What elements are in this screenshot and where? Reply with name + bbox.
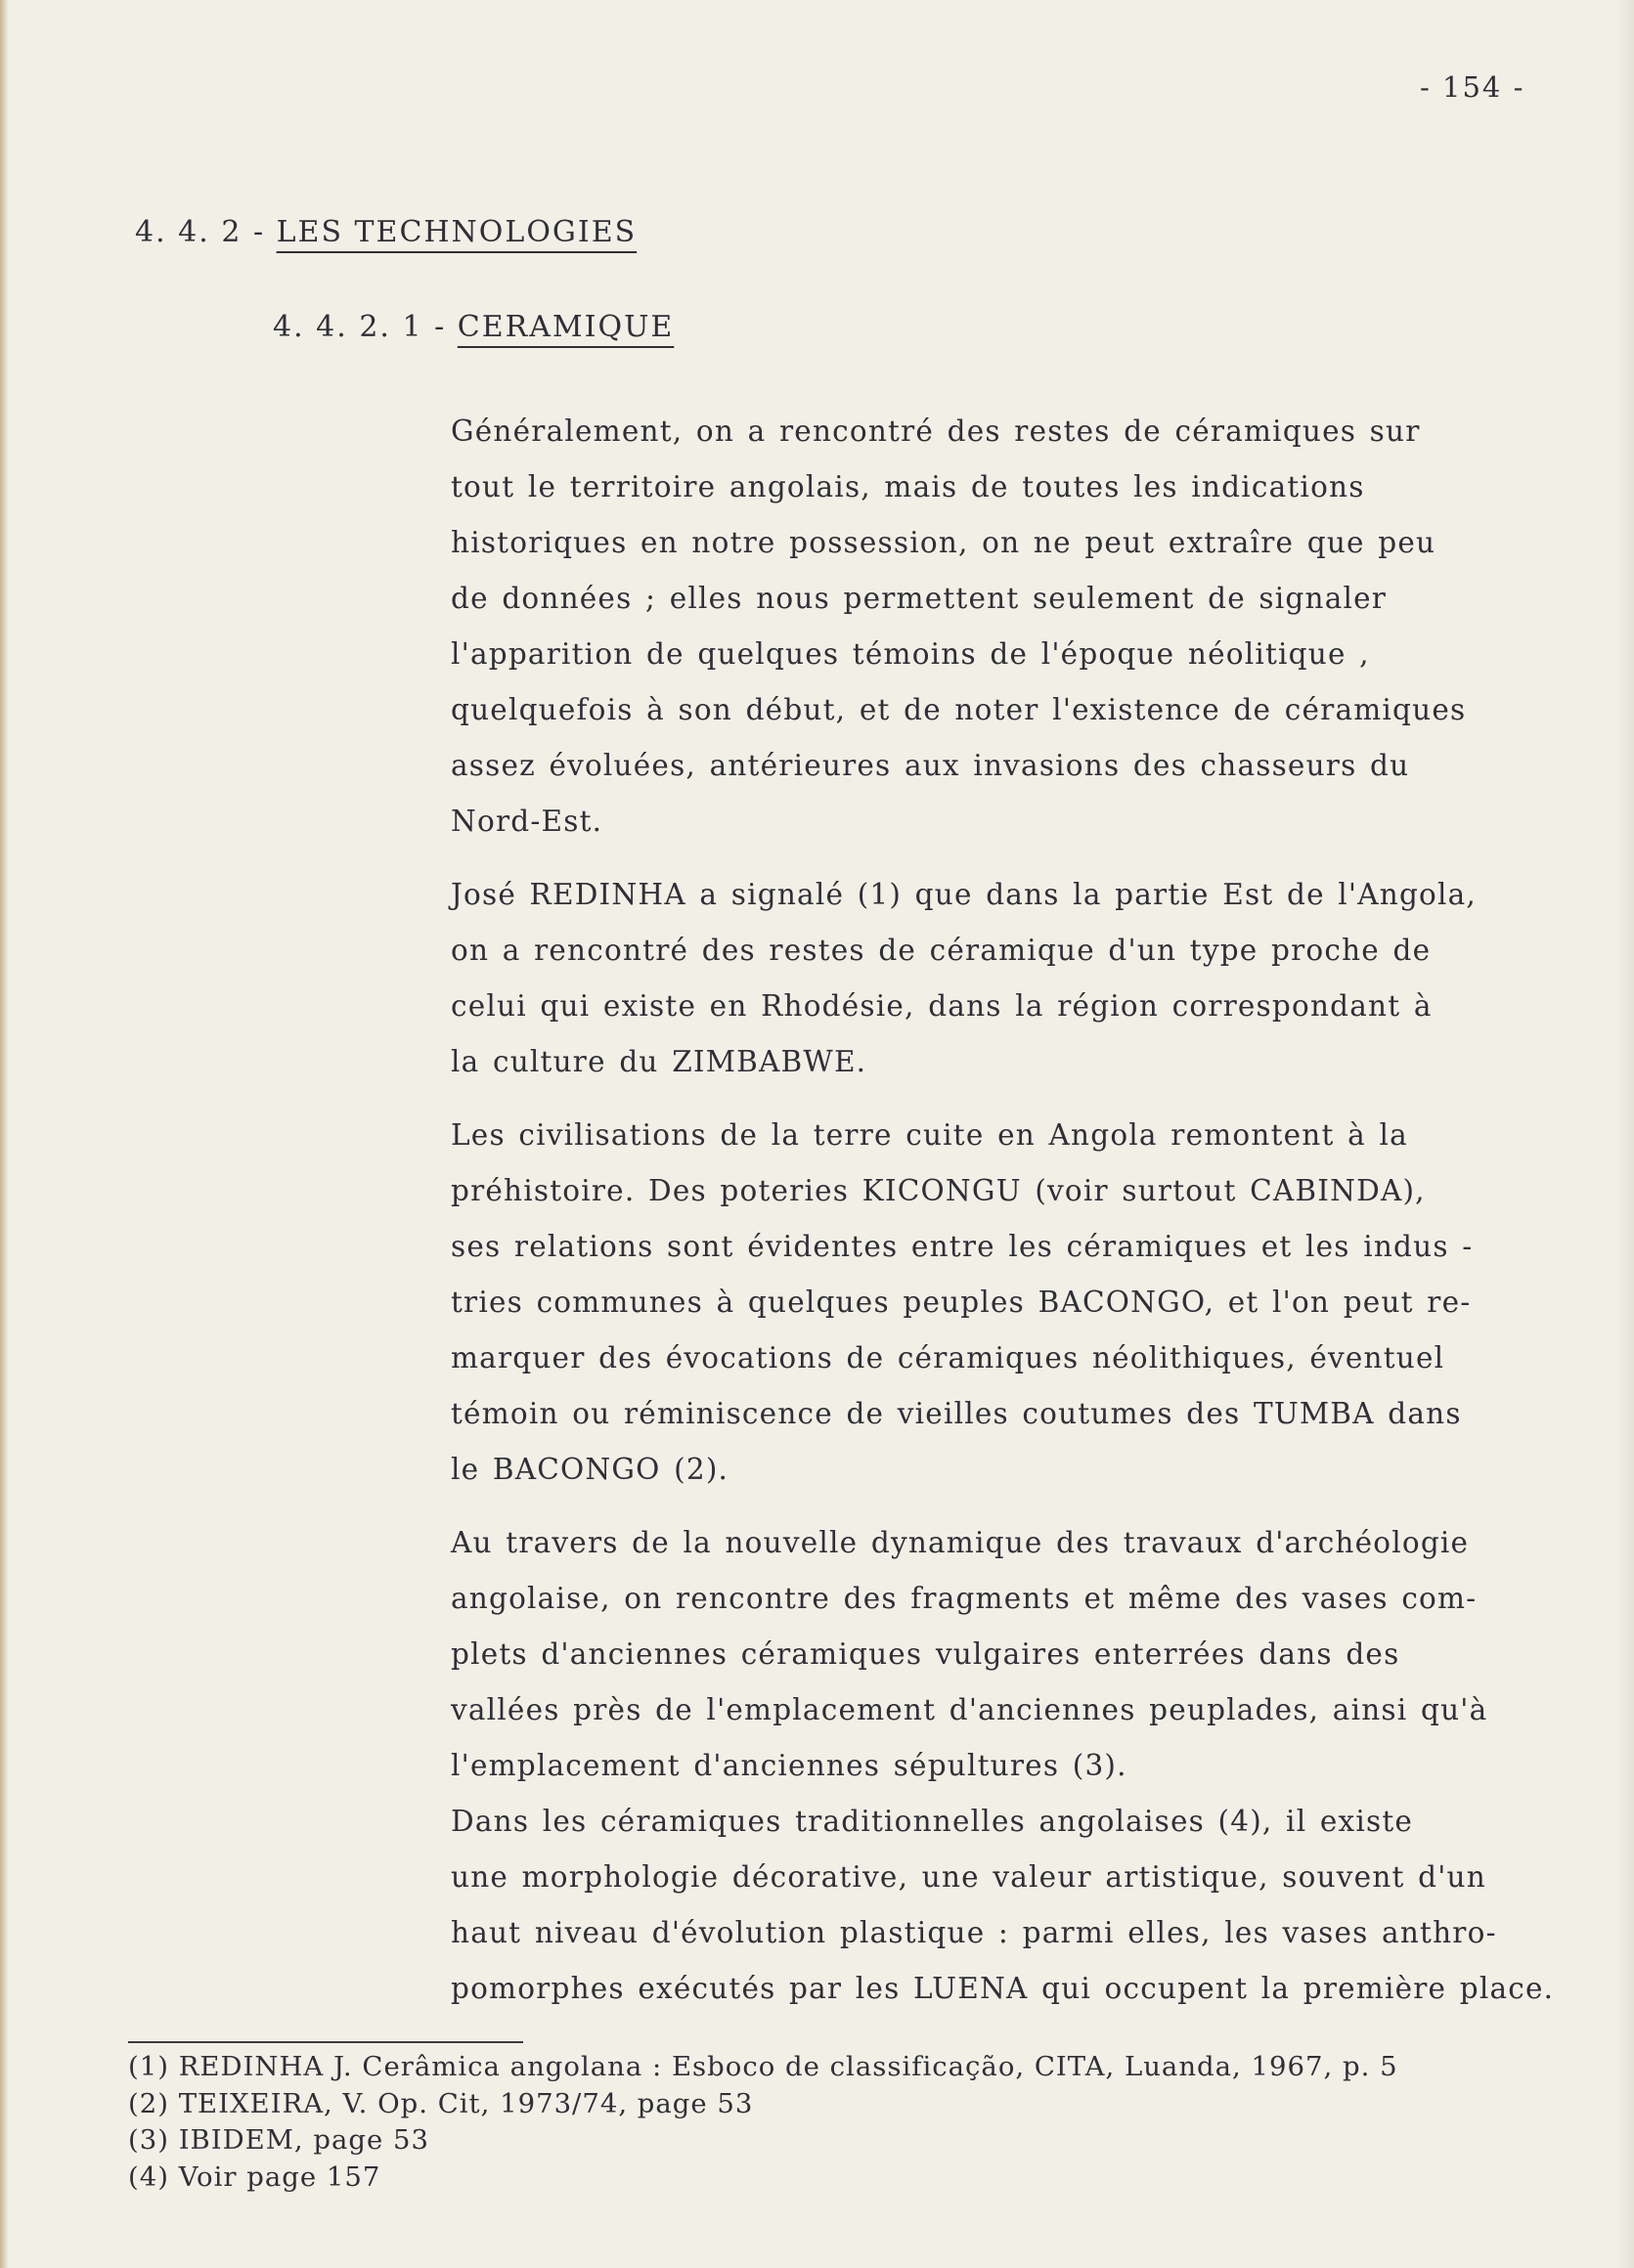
text-line: Les civilisations de la terre cuite en Angola remontent à la xyxy=(451,1118,1408,1152)
footnote: (1) REDINHA J. Cerâmica angolana : Esboco de classificação, CITA, Luanda, 1967, p. 5 xyxy=(128,2051,1398,2082)
text-line: angolaise, on rencontre des fragments et même des vases com- xyxy=(451,1582,1478,1615)
text-line: une morphologie décorative, une valeur artistique, souvent d'un xyxy=(451,1860,1486,1894)
footnote-divider xyxy=(128,2041,523,2043)
text-line: de données ; elles nous permettent seulement de signaler xyxy=(451,582,1388,615)
text-line: Nord-Est. xyxy=(451,805,603,838)
text-line: on a rencontré des restes de céramique d'un type proche de xyxy=(451,934,1432,967)
text-line: Au travers de la nouvelle dynamique des travaux d'archéologie xyxy=(451,1526,1470,1559)
text-line: ses relations sont évidentes entre les céramiques et les indus - xyxy=(451,1230,1474,1263)
page-edge-left xyxy=(0,0,8,2268)
text-line: le BACONGO (2). xyxy=(451,1453,729,1486)
page-number: - 154 - xyxy=(1420,70,1525,104)
text-line: Généralement, on a rencontré des restes de céramiques sur xyxy=(451,414,1421,448)
text-line: témoin ou réminiscence de vieilles coutumes des TUMBA dans xyxy=(451,1397,1462,1430)
section-heading xyxy=(135,215,637,249)
page-edge-right xyxy=(1616,0,1634,2268)
text-line: l'apparition de quelques témoins de l'époque néolitique , xyxy=(451,637,1370,671)
text-line: la culture du ZIMBABWE. xyxy=(451,1045,867,1078)
body-text xyxy=(451,404,1605,2017)
footnote: (4) Voir page 157 xyxy=(128,2160,381,2193)
text-line: assez évoluées, antérieures aux invasions des chasseurs du xyxy=(451,749,1410,782)
text-line: historiques en notre possession, on ne peut extraîre que peu xyxy=(451,526,1436,559)
subsection-heading xyxy=(273,310,674,344)
paragraph xyxy=(451,1108,1605,1498)
subsection-number: 4. 4. 2. 1 - xyxy=(273,310,447,344)
section-number: 4. 4. 2 - xyxy=(135,215,266,249)
text-line: tries communes à quelques peuples BACONGO, et l'on peut re- xyxy=(451,1286,1472,1319)
text-line: l'emplacement d'anciennes sépultures (3). xyxy=(451,1749,1127,1782)
section-title: LES TECHNOLOGIES xyxy=(276,215,638,249)
footnotes xyxy=(128,2049,1398,2196)
text-line: José REDINHA a signalé (1) que dans la partie Est de l'Angola, xyxy=(451,878,1477,911)
text-line: pomorphes exécutés par les LUENA qui occupent la première place. xyxy=(451,1972,1555,2005)
text-line: quelquefois à son début, et de noter l'existence de céramiques xyxy=(451,693,1467,726)
paragraph xyxy=(451,404,1605,850)
text-line: plets d'anciennes céramiques vulgaires enterrées dans des xyxy=(451,1637,1400,1671)
footnote: (3) IBIDEM, page 53 xyxy=(128,2124,430,2156)
text-line: marquer des évocations de céramiques néolithiques, éventuel xyxy=(451,1341,1445,1374)
text-line: celui qui existe en Rhodésie, dans la région correspondant à xyxy=(451,989,1433,1023)
paragraph xyxy=(451,1794,1605,2017)
text-line: haut niveau d'évolution plastique : parmi elles, les vases anthro- xyxy=(451,1916,1497,1949)
text-line: préhistoire. Des poteries KICONGU (voir surtout CABINDA), xyxy=(451,1174,1426,1207)
footnote: (2) TEIXEIRA, V. Op. Cit, 1973/74, page 53 xyxy=(128,2087,754,2119)
text-line: tout le territoire angolais, mais de toutes les indications xyxy=(451,470,1365,503)
text-line: vallées près de l'emplacement d'anciennes peuplades, ainsi qu'à xyxy=(451,1693,1488,1726)
paragraph xyxy=(451,867,1605,1090)
text-line: Dans les céramiques traditionnelles angolaises (4), il existe xyxy=(451,1805,1414,1838)
paragraph xyxy=(451,1515,1605,1794)
subsection-title: CERAMIQUE xyxy=(457,310,675,344)
